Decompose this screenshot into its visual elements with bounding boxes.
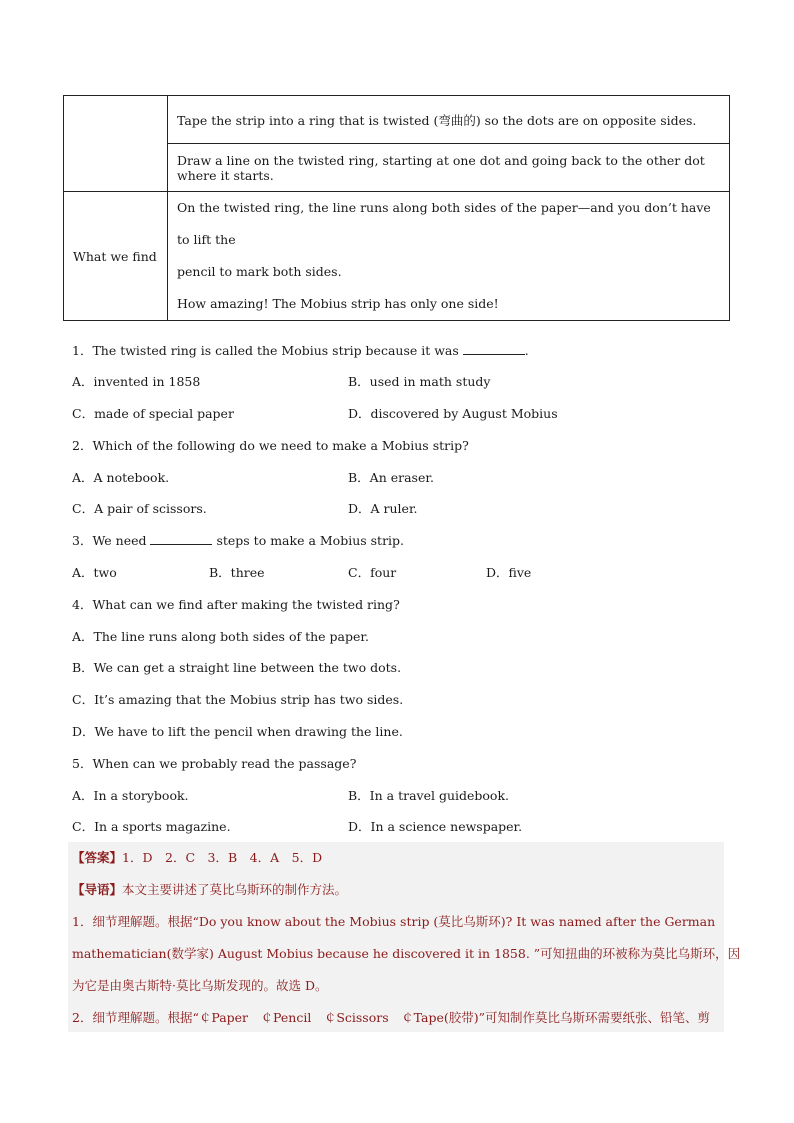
question-1-option-c: C．made of special paper	[72, 406, 234, 421]
question-5-option-d: D．In a science newspaper.	[348, 819, 523, 834]
answer-tag: 【答案】	[72, 850, 123, 865]
question-5-option-a: A．In a storybook.	[72, 788, 189, 803]
question-1-option-a: A．invented in 1858	[72, 374, 201, 389]
table-row	[64, 192, 730, 321]
answer-explanation-block	[68, 842, 741, 1032]
question-1-option-d: D．discovered by August Mobius	[348, 406, 558, 421]
answer-key-line	[72, 848, 322, 866]
question-5-stem: 5．When can we probably read the passage?	[72, 756, 357, 771]
guide-tag: 【导语】	[72, 882, 123, 897]
table-find-cell	[168, 192, 730, 321]
question-2-option-d: D．A ruler.	[348, 501, 418, 516]
find-text-line: pencil to mark both sides.	[177, 264, 342, 279]
find-text-line: How amazing! The Mobius strip has only one side!	[177, 296, 499, 311]
question-2-stem: 2．Which of the following do we need to make a Mobius strip?	[72, 438, 469, 453]
question-2-option-a: A．A notebook.	[72, 470, 170, 485]
question-3-option-a: A．two	[72, 565, 117, 580]
question-2-option-b: B．An eraser.	[348, 470, 434, 485]
question-5-option-c: C．In a sports magazine.	[72, 819, 231, 834]
explanation-2-line: 2．细节理解题。根据“￠Paper ￠Pencil ￠Scissors ￠Tape(胶带)”可知制作莫比乌斯环需要纸张、铅笔、剪	[72, 1010, 710, 1025]
question-1-stem: 1．The twisted ring is called the Mobius strip because it was .	[72, 343, 529, 358]
question-4-option-c: C．It’s amazing that the Mobius strip has two sides.	[72, 692, 404, 707]
question-4-option-a: A．The line runs along both sides of the paper.	[72, 629, 369, 644]
question-3-option-c: C．four	[348, 565, 397, 580]
question-2-option-c: C．A pair of scissors.	[72, 501, 207, 516]
answer-key-text: 1．D 2．C 3．B 4．A 5．D	[122, 850, 323, 865]
table-row	[64, 96, 730, 144]
question-4-option-d: D．We have to lift the pencil when drawing the line.	[72, 724, 403, 739]
question-4-stem: 4．What can we find after making the twisted ring?	[72, 597, 400, 612]
table-step-cell: Tape the strip into a ring that is twisted (弯曲的) so the dots are on opposite sides.	[168, 96, 730, 144]
question-3-stem: 3．We need steps to make a Mobius strip.	[72, 533, 405, 548]
find-text-line: On the twisted ring, the line runs along both sides of the paper—and you don’t have to lift the	[177, 200, 711, 247]
explanation-1-line: 为它是由奥古斯特·莫比乌斯发现的。故选 D。	[72, 978, 328, 993]
question-3-option-b: B．three	[209, 565, 265, 580]
guide-text: 本文主要讲述了莫比乌斯环的制作方法。	[122, 882, 348, 897]
steps-table	[63, 95, 730, 321]
table-label-cell	[64, 96, 168, 192]
guide-line	[72, 880, 347, 898]
explanation-1-line: mathematician(数学家) August Mobius because he discovered it in 1858. ”可知扭曲的环被称为莫比乌斯环，因	[72, 946, 741, 961]
question-5-option-b: B．In a travel guidebook.	[348, 788, 510, 803]
question-4-option-b: B．We can get a straight line between the two dots.	[72, 660, 402, 675]
question-3-option-d: D．five	[486, 565, 532, 580]
answer-blank	[150, 532, 212, 545]
table-label-what-we-find: What we find	[64, 192, 168, 321]
table-step-cell: Draw a line on the twisted ring, starting at one dot and going back to the other dot where it starts.	[168, 144, 730, 192]
answer-blank	[463, 342, 525, 355]
explanation-1-line: 1．细节理解题。根据“Do you know about the Mobius strip (莫比乌斯环)? It was named after the German	[72, 914, 716, 929]
question-1-option-b: B．used in math study	[348, 374, 491, 389]
